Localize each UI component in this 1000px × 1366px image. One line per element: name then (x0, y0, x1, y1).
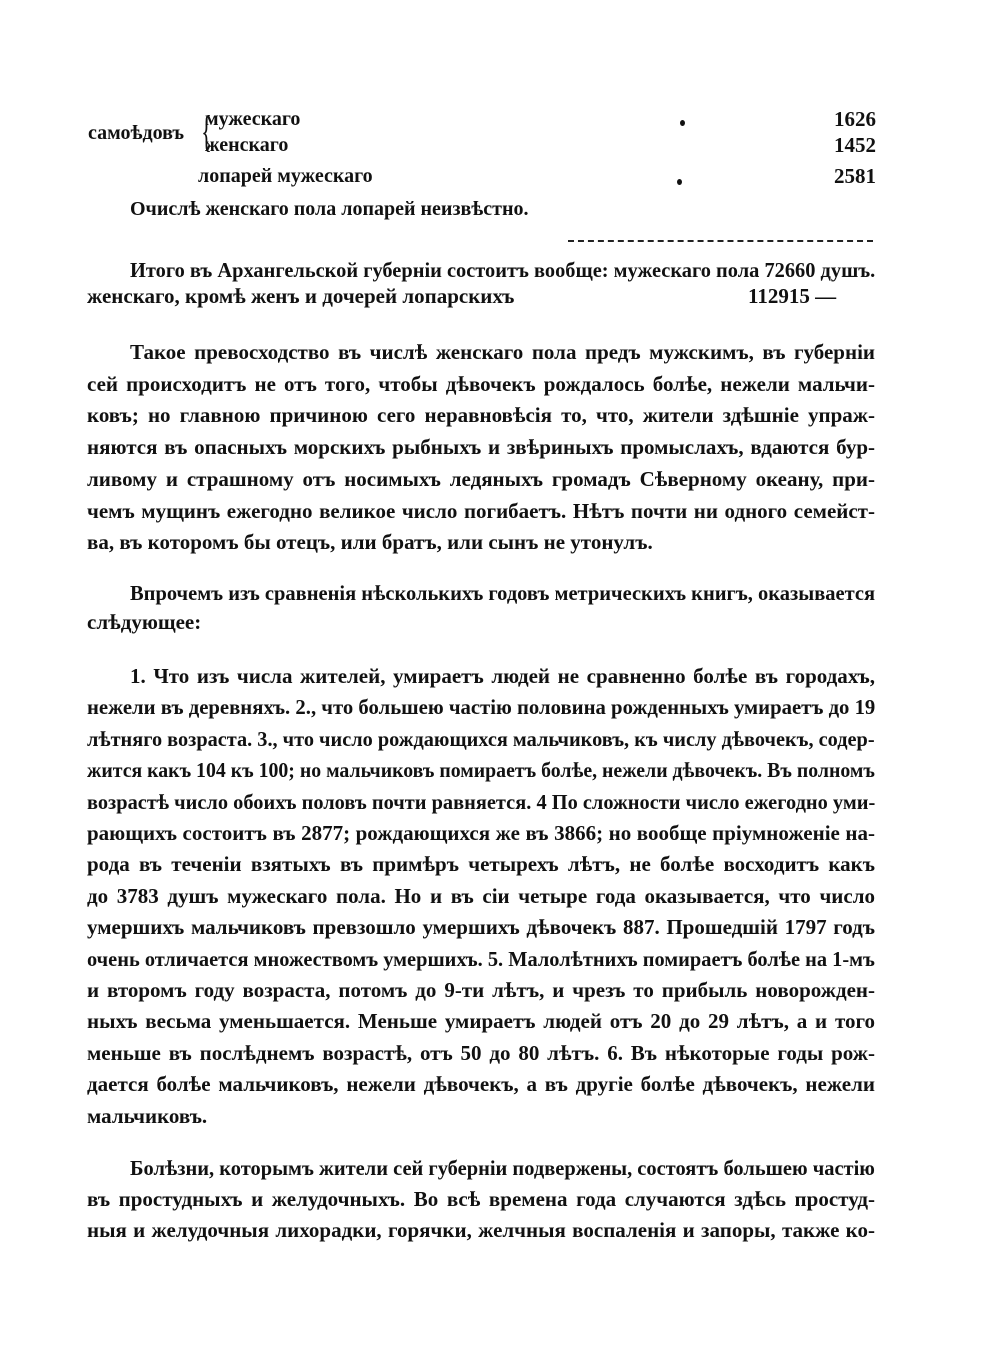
text-line: 1. Что изъ числа жителей, умираетъ людей не сравненно болѣе въ городахъ, (130, 664, 875, 688)
print-dot (677, 179, 682, 185)
text-line: слѣдующее: (87, 610, 202, 634)
text-line: сей происходитъ не отъ того, чтобы дѣвочекъ рождалось болѣе, нежели мальчи- (87, 371, 875, 396)
row-label: мужескаго (205, 108, 301, 130)
text-line: ливому и страшному отъ носимыхъ ледяныхъ громадъ Сѣверному океану, при- (87, 466, 875, 491)
totals-line: Итого въ Архангельской губерніи состоитъ вообще: мужескаго пола 72660 душъ. (130, 258, 876, 282)
row-value: 1452 (834, 133, 876, 157)
row-value: 1626 (834, 107, 876, 131)
text-line: Впрочемъ изъ сравненія нѣсколькихъ годовъ метрическихъ книгъ, оказывается (130, 581, 876, 605)
text-line: лѣтняго возраста. 3., что число рождающихся мальчиковъ, къ числу дѣвочекъ, содер- (87, 726, 875, 751)
sum-rule (568, 240, 873, 242)
totals-value: 112915 — (748, 284, 837, 308)
text-line: Болѣзни, которымъ жители сей губерніи подвержены, состоятъ большею частію (130, 1156, 875, 1180)
text-line: няются въ опасныхъ морскихъ рыбныхъ и звѣриныхъ промыслахъ, вдаются бур- (87, 435, 875, 460)
text-line: рающихъ состоитъ въ 2877; рождающихся же въ 3866; но вообще пріумноженіе на- (87, 821, 875, 845)
text-line: въ простудныхъ и желудочныхъ. Во всѣ времена года случаются здѣсь простуд- (87, 1187, 875, 1211)
text-line: мальчиковъ. (87, 1103, 208, 1128)
row-label: лопарей мужескаго (198, 165, 373, 187)
text-line: дается болѣе мальчиковъ, нежели дѣвочекъ, а въ другіе болѣе дѣвочекъ, нежели (87, 1072, 875, 1097)
row-label: женскаго (205, 134, 289, 156)
group-label-samoyeds: самоѣдовъ (88, 122, 185, 144)
text-line: очень отличается множествомъ умершихъ. 5. Малолѣтнихъ помираетъ болѣе на 1-мъ (87, 946, 875, 971)
text-line: ва, въ которомъ бы отецъ, или братъ, или сынъ не утонулъ. (87, 530, 653, 555)
row-value: 2581 (834, 164, 876, 188)
text-line: ныя и желудочныя лихорадки, горячки, желчныя воспаленія и запоры, также ко- (87, 1218, 875, 1242)
text-line: чемъ мущинъ ежегодно великое число погибаетъ. Нѣтъ почти ни одного семейст- (87, 498, 875, 523)
text-line: и второмъ году возраста, потомъ до 9-ти лѣтъ, и чрезъ то прибыль новорожден- (87, 978, 875, 1002)
table-note: Очислѣ женскаго пола лопарей неизвѣстно. (130, 198, 529, 220)
print-dot (680, 120, 685, 126)
text-line: рода въ теченіи взятыхъ въ примѣръ четырехъ лѣтъ, не болѣе восходитъ какъ (87, 852, 875, 877)
totals-label: женскаго, кромѣ женъ и дочерей лопарскихъ (87, 284, 515, 308)
text-line: до 3783 душъ мужескаго пола. Но и въ сіи четыре года оказывается, что число (87, 883, 875, 908)
text-line: ныхъ весьма уменьшается. Меньше умираетъ людей отъ 20 до 29 лѣтъ, а и того (87, 1009, 875, 1034)
text-line: жится какъ 104 къ 100; но мальчиковъ помираетъ болѣе, нежели дѣвочекъ. Въ полномъ (87, 758, 875, 783)
text-line: нежели въ деревняхъ. 2., что большею частію половина рожденныхъ умираетъ до 19 (87, 695, 876, 720)
text-line: возрастѣ число обоихъ половъ почти равняется. 4 По сложности число ежегодно уми- (87, 789, 876, 814)
text-line: Такое превосходство въ числѣ женскаго пола предъ мужскимъ, въ губерніи (130, 340, 875, 364)
text-line: умершихъ мальчиковъ превзошло умершихъ дѣвочекъ 887. Прошедшій 1797 годъ (87, 915, 875, 940)
text-line: ковъ; но главною причиною сего неравновѣсія то, что, жители здѣшніе упраж- (87, 403, 875, 428)
brace: { (201, 107, 212, 156)
text-line: меньше въ послѣднемъ возрастѣ, отъ 50 до 80 лѣтъ. 6. Въ нѣкоторые годы рож- (87, 1040, 875, 1065)
